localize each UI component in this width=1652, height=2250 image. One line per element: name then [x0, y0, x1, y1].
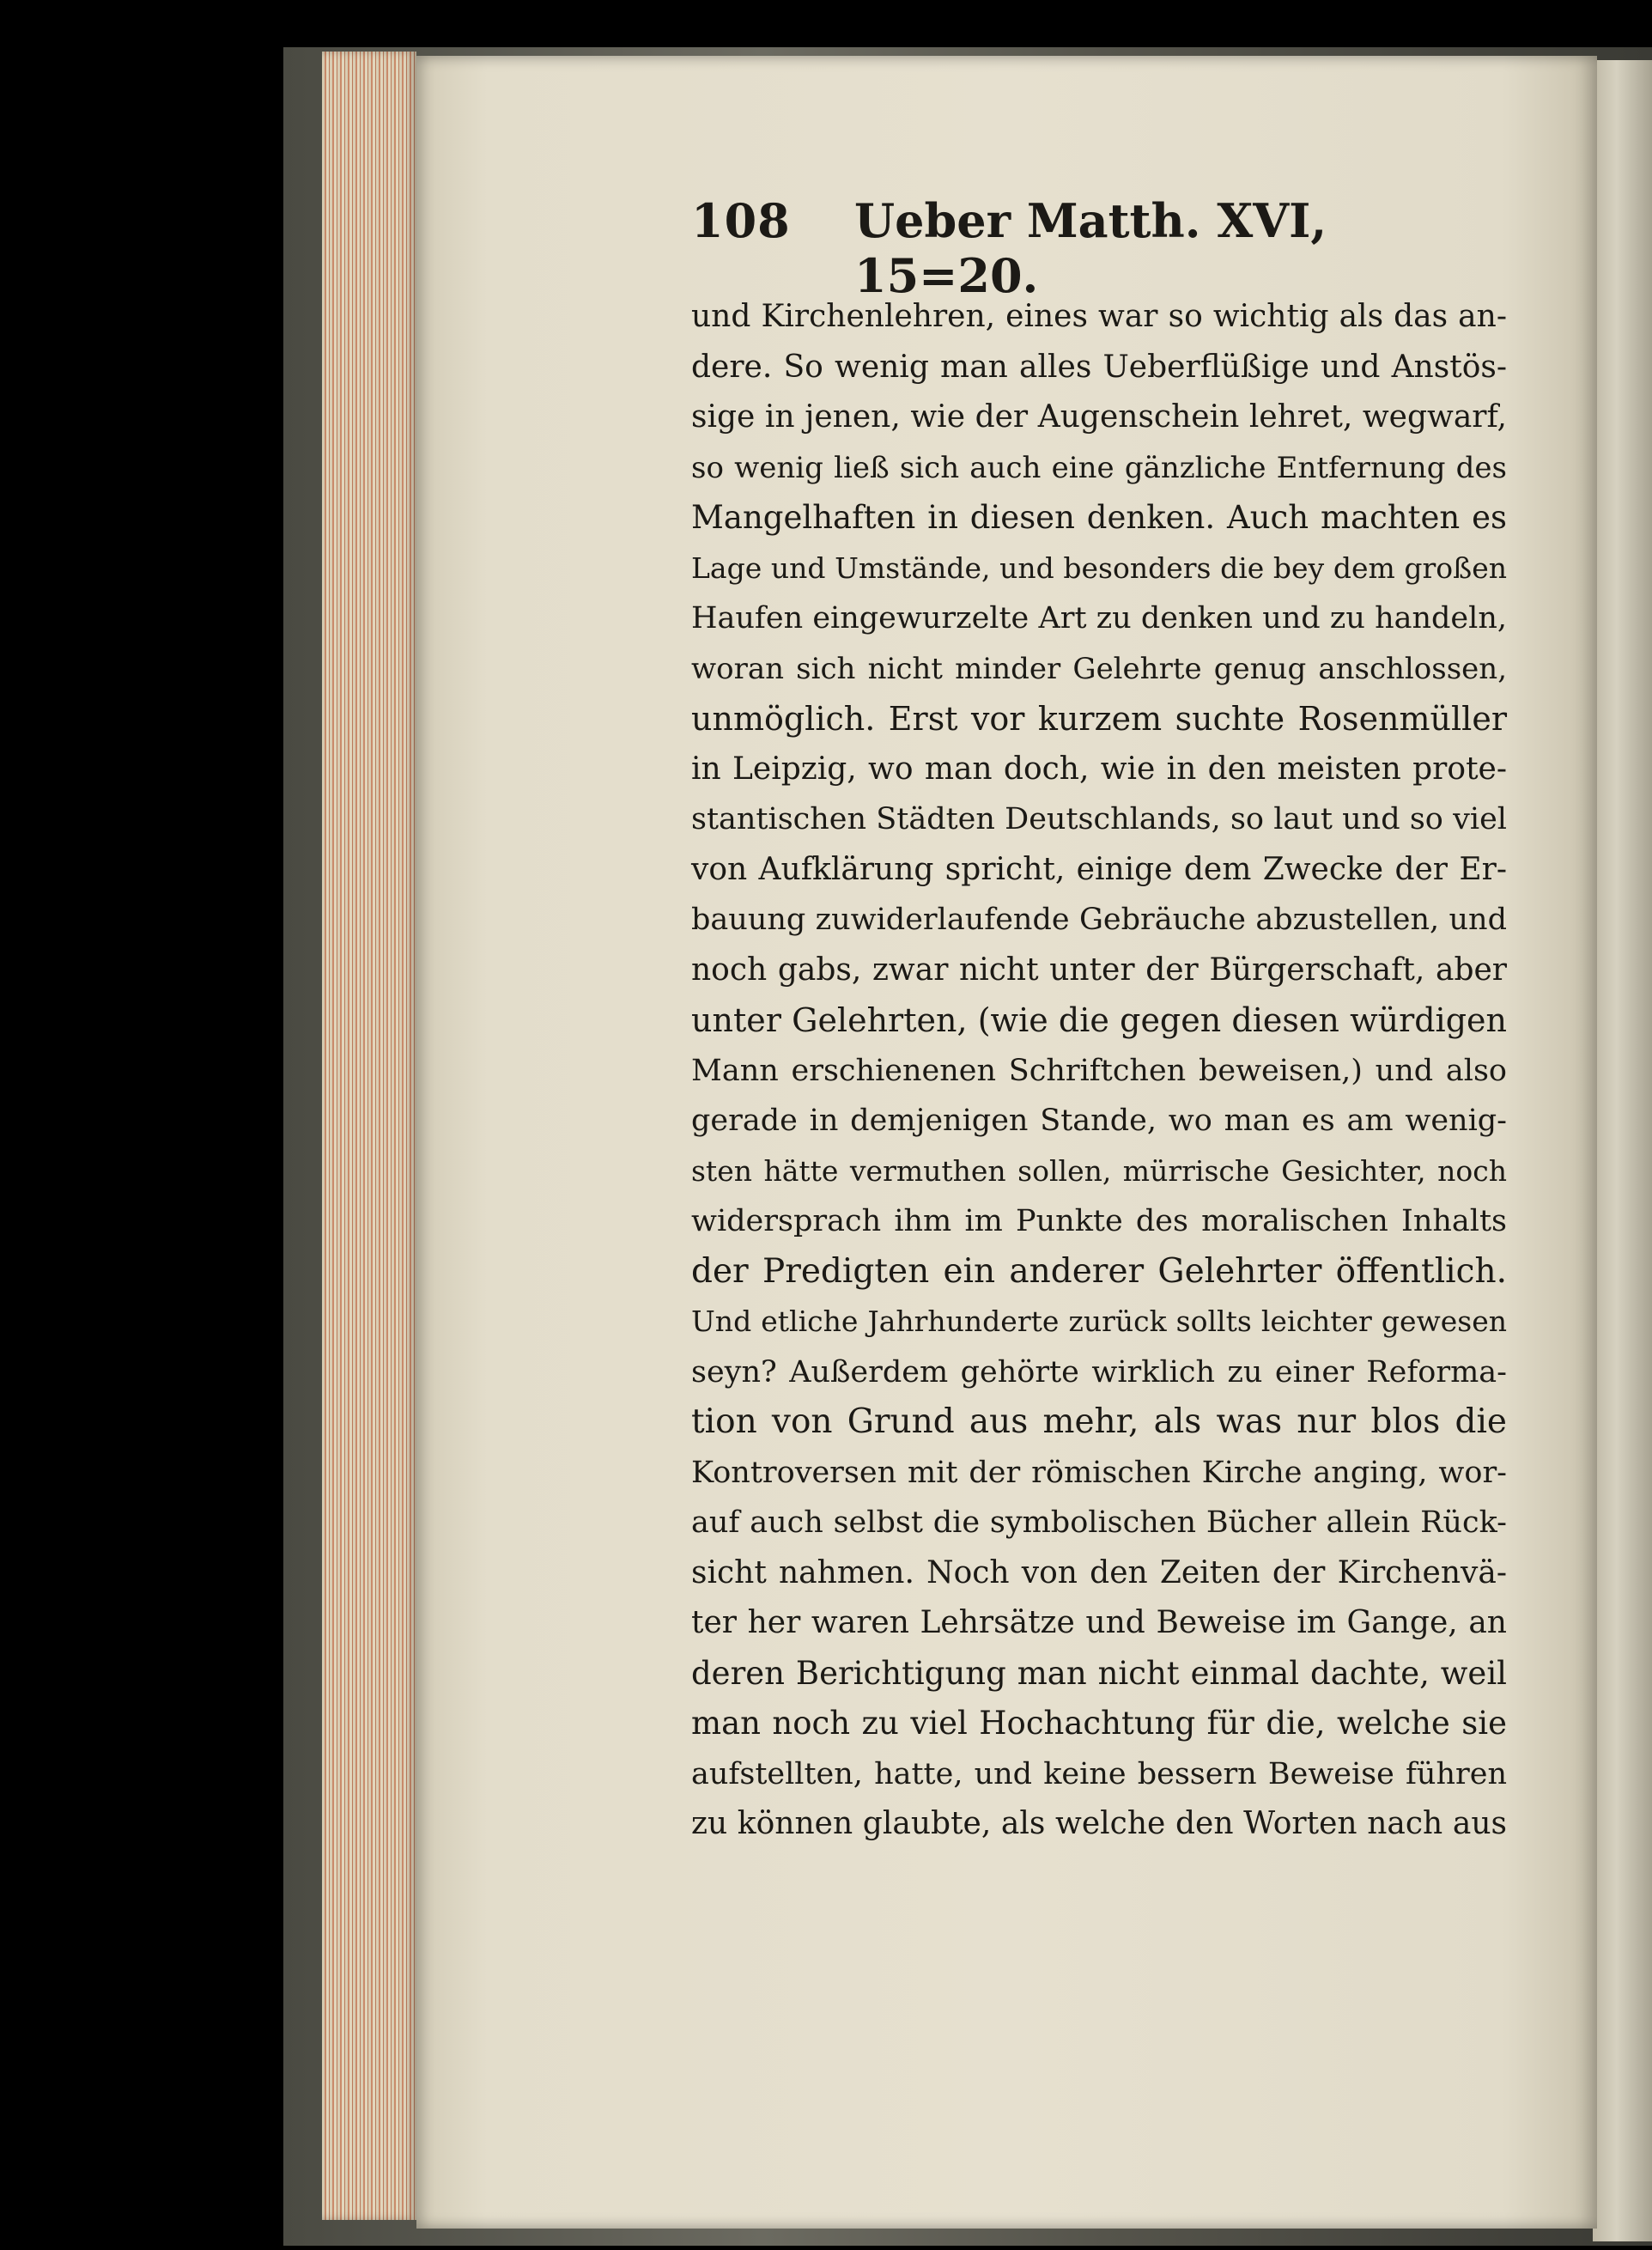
text-line: in Leipzig, wo man doch, wie in den meisten prote- — [691, 751, 1507, 787]
text-line: zu können glaubte, als welche den Worten nach aus — [691, 1806, 1507, 1841]
text-line: sten hätte vermuthen sollen, mürrische Gesichter, noch — [691, 1153, 1507, 1188]
text-line: unmöglich. Erst vor kurzem suchte Rosenmüller — [691, 700, 1507, 738]
text-line: tion von Grund aus mehr, als was nur blos die — [691, 1402, 1507, 1441]
page-header — [691, 193, 1361, 303]
text-line: von Aufklärung spricht, einige dem Zwecke der Er- — [691, 851, 1507, 887]
text-line: sige in jenen, wie der Augenschein lehret, wegwarf, — [691, 399, 1507, 435]
text-line: deren Berichtigung man nicht einmal dachte, weil — [691, 1654, 1507, 1692]
page-edges — [322, 52, 416, 2220]
text-line: Und etliche Jahrhunderte zurück sollts leichter gewesen — [691, 1304, 1507, 1338]
text-line: Mann erschienenen Schriftchen beweisen,) und also — [691, 1053, 1507, 1088]
text-line: man noch zu viel Hochachtung für die, welche sie — [691, 1705, 1507, 1742]
text-line: Mangelhaften in diesen denken. Auch machten es — [691, 499, 1507, 536]
page-number: 108 — [691, 193, 791, 248]
text-line: aufstellten, hatte, und keine bessern Beweise führen — [691, 1756, 1507, 1791]
text-line: seyn? Außerdem gehörte wirklich zu einer Reforma- — [691, 1354, 1507, 1390]
text-line: bauung zuwiderlaufende Gebräuche abzustellen, und — [691, 903, 1507, 937]
text-line: stantischen Städten Deutschlands, so laut und so viel — [691, 802, 1507, 836]
text-line: auf auch selbst die symbolischen Bücher allein Rück- — [691, 1505, 1507, 1540]
text-line: sicht nahmen. Noch von den Zeiten der Kirchenvä- — [691, 1554, 1507, 1590]
text-line: noch gabs, zwar nicht unter der Bürgerschaft, aber — [691, 952, 1507, 988]
body-text — [691, 292, 1507, 1850]
text-line: gerade in demjenigen Stande, wo man es am wenig- — [691, 1104, 1507, 1138]
next-page-edge — [1593, 60, 1652, 2241]
text-line: dere. So wenig man alles Ueberflüßige und Anstös- — [691, 349, 1507, 385]
text-line: widersprach ihm im Punkte des moralischen Inhalts — [691, 1204, 1507, 1238]
text-line: Kontroversen mit der römischen Kirche anging, wor- — [691, 1455, 1507, 1490]
text-line: Lage und Umstände, und besonders die bey dem großen — [691, 550, 1507, 585]
text-line: ter her waren Lehrsätze und Beweise im Gange, an — [691, 1605, 1507, 1640]
text-line: woran sich nicht minder Gelehrte genug anschlossen, — [691, 651, 1507, 686]
text-line: unter Gelehrten, (wie die gegen diesen würdigen — [691, 1001, 1507, 1039]
text-line: Haufen eingewurzelte Art zu denken und zu handeln, — [691, 601, 1507, 635]
text-line: der Predigten ein anderer Gelehrter öffentlich. — [691, 1251, 1507, 1291]
text-line: und Kirchenlehren, eines war so wichtig als das an- — [691, 299, 1507, 334]
running-head: Ueber Matth. XVI, 15=20. — [854, 193, 1327, 303]
text-line: so wenig ließ sich auch eine gänzliche Entfernung des — [691, 450, 1507, 485]
